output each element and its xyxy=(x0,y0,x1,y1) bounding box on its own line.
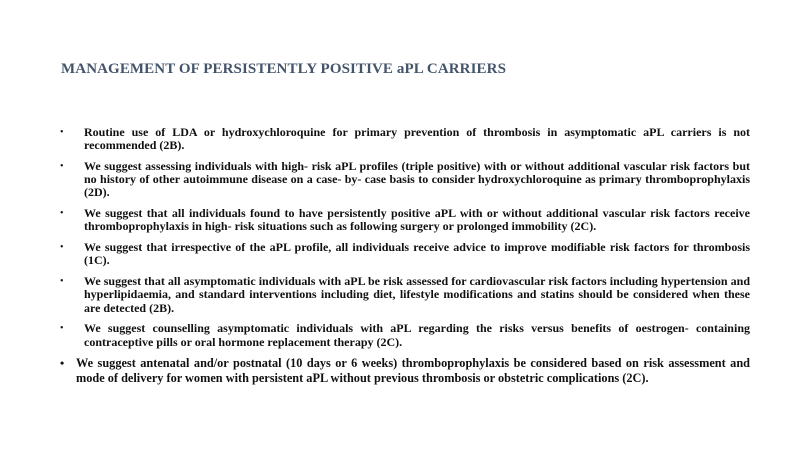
bullet-icon: • xyxy=(60,242,64,254)
bullet-icon: • xyxy=(60,127,64,138)
bullet-icon: • xyxy=(60,276,64,288)
list-item-text: We suggest counselling asymptomatic individuals with aPL regarding the risks versus benefits of oestrogen- containing contraceptive pills or oral hormone replacement therapy (2C). xyxy=(84,321,750,349)
list-item-text: We suggest antenatal and/or postnatal (10 days or 6 weeks) thromboprophylaxis be considered based on risk assessment and mode of delivery for women with persistent aPL without previous thrombosis or obstetric complications (2C). xyxy=(76,356,750,385)
document-heading: MANAGEMENT OF PERSISTENTLY POSITIVE aPL CARRIERS xyxy=(61,61,507,77)
bullet-icon: • xyxy=(60,208,64,220)
list-item-text: We suggest assessing individuals with high- risk aPL profiles (triple positive) with or without additional vascular risk factors but no history of other autoimmune disease on a case- by- case basis to consider hydroxychloroquine as primary thromboprophylaxis (2D). xyxy=(84,159,750,200)
bullet-icon: • xyxy=(60,161,64,172)
list-item xyxy=(60,356,750,385)
bullet-icon: • xyxy=(60,323,64,335)
list-item xyxy=(60,160,750,200)
list-item-text: Routine use of LDA or hydroxychloroquine for primary prevention of thrombosis in asymptomatic aPL carriers is not recommended (2B). xyxy=(84,125,750,153)
list-item xyxy=(60,322,750,348)
list-item xyxy=(60,207,750,233)
bullet-icon: • xyxy=(60,356,65,371)
list-item-text: We suggest that irrespective of the aPL profile, all individuals receive advice to improve modifiable risk factors for thrombosis (1C). xyxy=(84,240,750,268)
list-item xyxy=(60,126,750,152)
list-item-text: We suggest that all asymptomatic individuals with aPL be risk assessed for cardiovascular risk factors including hypertension and hyperlipidaemia, and standard interventions including diet, lifestyle modifications and statins should be considered when these are detected (2B). xyxy=(84,274,750,315)
recommendation-list xyxy=(60,126,750,393)
list-item xyxy=(60,275,750,315)
list-item-text: We suggest that all individuals found to have persistently positive aPL with or without additional vascular risk factors receive thromboprophylaxis in high- risk situations such as following surgery or prolonged immobility (2C). xyxy=(84,206,750,234)
list-item xyxy=(60,241,750,267)
